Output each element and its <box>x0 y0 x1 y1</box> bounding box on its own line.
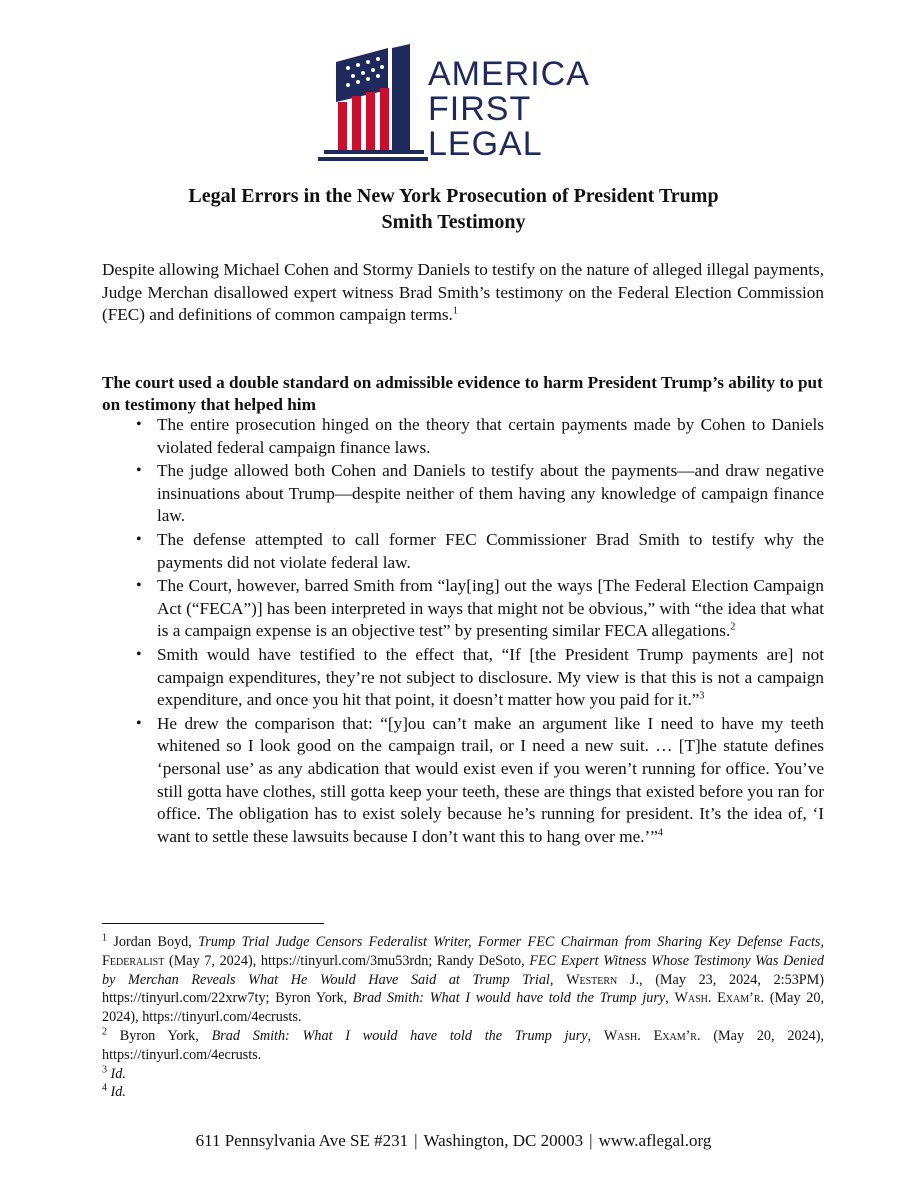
bullet-text: The judge allowed both Cohen and Daniels to testify about the payments—and draw negative insinuations about Trump—despite neither of them having any knowledge of campaign finance law. <box>157 461 824 526</box>
footer-separator: | <box>414 1131 418 1150</box>
footnote-1: $^1$ Jordan Boyd, Trump Trial Judge Censors Federalist Writer, Former FEC Chairman from Sharing Key Defense Facts, Federalist (May 7, 2024), https://tinyurl.com/3mu53rdn; Randy DeSoto, FEC Expert Witness Whose Testimony Was Denied by Merchan Reveals What He Would Have Said at Trump Trial, Western J., (May 23, 2024, 2:53PM) https://tinyurl.com/22xrw7ty; Byron York, Brad Smith: What I would have told the Trump jury, Wash. Exam’r. (May 20, 2024), https://tinyurl.com/4ecrusts. <box>102 932 825 1026</box>
footnote-ref-3: 3 <box>699 690 705 702</box>
bullet-icon: • <box>136 462 142 480</box>
capitol-column-emblem-icon <box>318 40 428 165</box>
intro-text: Despite allowing Michael Cohen and Stormy Daniels to testify on the nature of alleged illegal payments, Judge Merchan disallowed expert witness Brad Smith’s testimony on the Federal Election Commission (FEC) and definitions of common campaign terms. <box>102 260 824 325</box>
bullet-text: The defense attempted to call former FEC Commissioner Brad Smith to testify why the payments did not violate federal law. <box>157 529 824 572</box>
logo-wordmark <box>428 57 590 162</box>
bullet-item <box>102 414 824 459</box>
bullet-icon: • <box>136 645 142 663</box>
intro-paragraph <box>102 259 824 327</box>
bullet-text: The entire prosecution hinged on the theory that certain payments made by Cohen to Daniels violated federal campaign finance laws. <box>157 415 824 457</box>
footnotes <box>102 933 824 1102</box>
page-footer <box>0 1130 907 1152</box>
bullet-item <box>102 575 824 643</box>
bullet-list <box>102 414 824 849</box>
footnote-2: $^2$ Byron York, Brad Smith: What I would have told the Trump jury, Wash. Exam’r. (May 20, 2024), https://tinyurl.com/4ecrusts. <box>102 1026 824 1063</box>
logo-line-2: FIRST <box>428 90 532 128</box>
document-title <box>60 183 847 235</box>
title-line-1: Legal Errors in the New York Prosecution of President Trump <box>188 185 719 207</box>
bullet-text: Smith would have testified to the effect that, “If [the President Trump payments are] not campaign expenditures, they’re not subject to disclosure. My view is that this is not a campaign expenditure, and once you hit that point, it doesn’t matter how you paid for it.” <box>157 644 824 710</box>
footer-city: Washington, DC 20003 <box>423 1131 584 1150</box>
footnote-ref-2: 2 <box>730 621 736 633</box>
footnote-divider <box>102 923 324 924</box>
bullet-text: The Court, however, barred Smith from “lay[ing] out the ways [The Federal Election Campaign Act (“FECA”)] has been interpreted in ways that might not be obvious,” with “the idea that what is a campaign expense is an objective test” by presenting similar FECA allegations. <box>157 576 824 641</box>
footer-address: 611 Pennsylvania Ave SE #231 <box>195 1131 409 1150</box>
bullet-item <box>102 713 824 849</box>
footer-website-link[interactable]: www.aflegal.org <box>598 1131 712 1150</box>
footnote-ref-1: 1 <box>452 305 458 317</box>
bullet-item <box>102 529 824 574</box>
footnote-4: $^4$ Id. <box>102 1082 126 1101</box>
bullet-icon: • <box>136 416 142 433</box>
title-line-2: Smith Testimony <box>381 211 526 233</box>
section-heading: The court used a double standard on admissible evidence to harm President Trump’s ability to put on testimony that helped him <box>102 373 823 414</box>
footnote-ref-4: 4 <box>657 826 663 838</box>
logo-line-1: AMERICA <box>428 55 590 93</box>
bullet-item <box>102 460 824 528</box>
footer-separator: | <box>589 1131 593 1150</box>
bullet-icon: • <box>136 714 142 732</box>
bullet-text: He drew the comparison that: “[y]ou can’t make an argument like I need to have my teeth whitened so I look good on the campaign trail, or I need a new suit. … [T]he statute defines ‘personal use’ as any abdication that would exist even if you weren’t running for office. You’ve still gotta have clothes, still gotta keep your teeth, these are things that existed before you ran for office. The obligation has to exist solely because he’s running for president. It’s the idea of, ‘I want to settle these lawsuits because I don’t want this to hang over me.’” <box>157 713 824 846</box>
bullet-item <box>102 644 824 712</box>
footnote-3: $^3$ Id. <box>102 1063 126 1082</box>
bullet-icon: • <box>136 577 142 595</box>
bullet-icon: • <box>136 530 142 548</box>
logo-line-3: LEGAL <box>428 125 543 163</box>
